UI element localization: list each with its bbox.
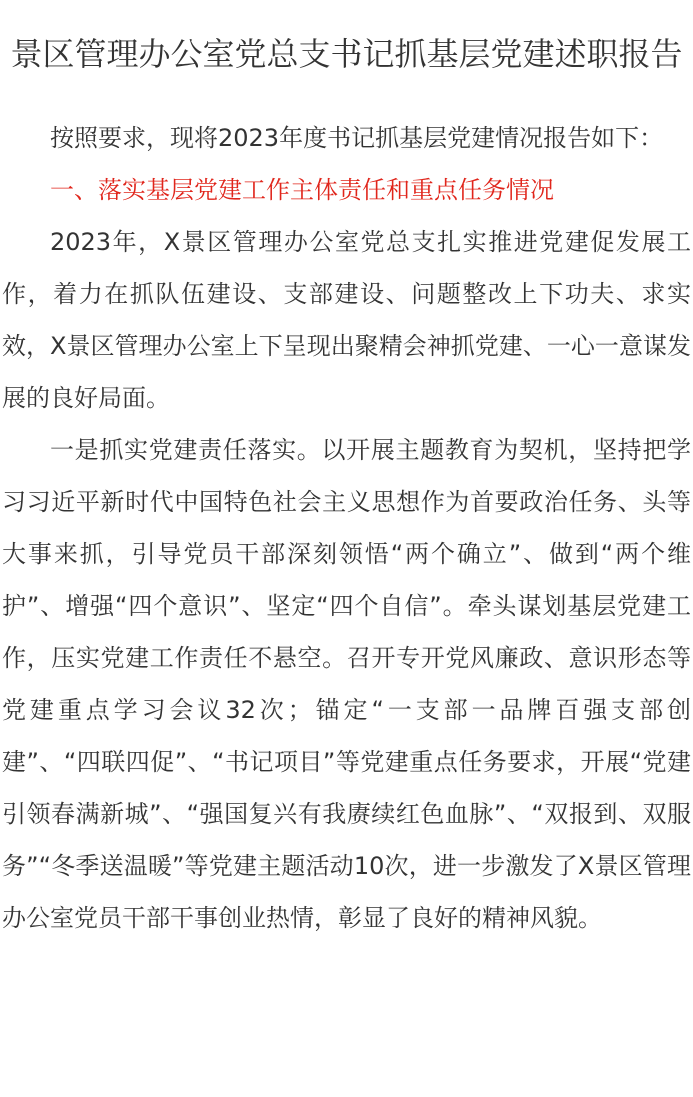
responsibility-paragraph: 一是抓实党建责任落实。以开展主题教育为契机，坚持把学习习近平新时代中国特色社会主义思想作为首要政治任务、头等大事来抓，引导党员干部深刻领悟“两个确立”、做到“两个维护”、增强“四个意识”、坚定“四个自信”。牵头谋划基层党建工作，压实党建工作责任不悬空。召开专开党风廉政、意识形态等党建重点学习会议32次；锚定“一支部一品牌百强支部创建”、“四联四促”、“书记项目”等党建重点任务要求，开展“党建引领春满新城”、“强国复兴有我赓续红色血脉”、“双报到、双服务”“冬季送温暖”等党建主题活动10次，进一步激发了X景区管理办公室党员干部干事创业热情，彰显了良好的精神风貌。 [2,436,691,932]
document-title: 景区管理办公室党总支书记抓基层党建述职报告 [10,35,683,73]
section-heading: 一、落实基层党建工作主体责任和重点任务情况 [50,176,554,204]
intro-paragraph: 按照要求，现将2023年度书记抓基层党建情况报告如下： [50,124,664,152]
document-body [0,112,693,944]
overview-paragraph: 2023年，X景区管理办公室党总支扎实推进党建促发展工作，着力在抓队伍建设、支部建设、问题整改上下功夫、求实效，X景区管理办公室上下呈现出聚精会神抓党建、一心一意谋发展的良好局面。 [2,228,691,412]
